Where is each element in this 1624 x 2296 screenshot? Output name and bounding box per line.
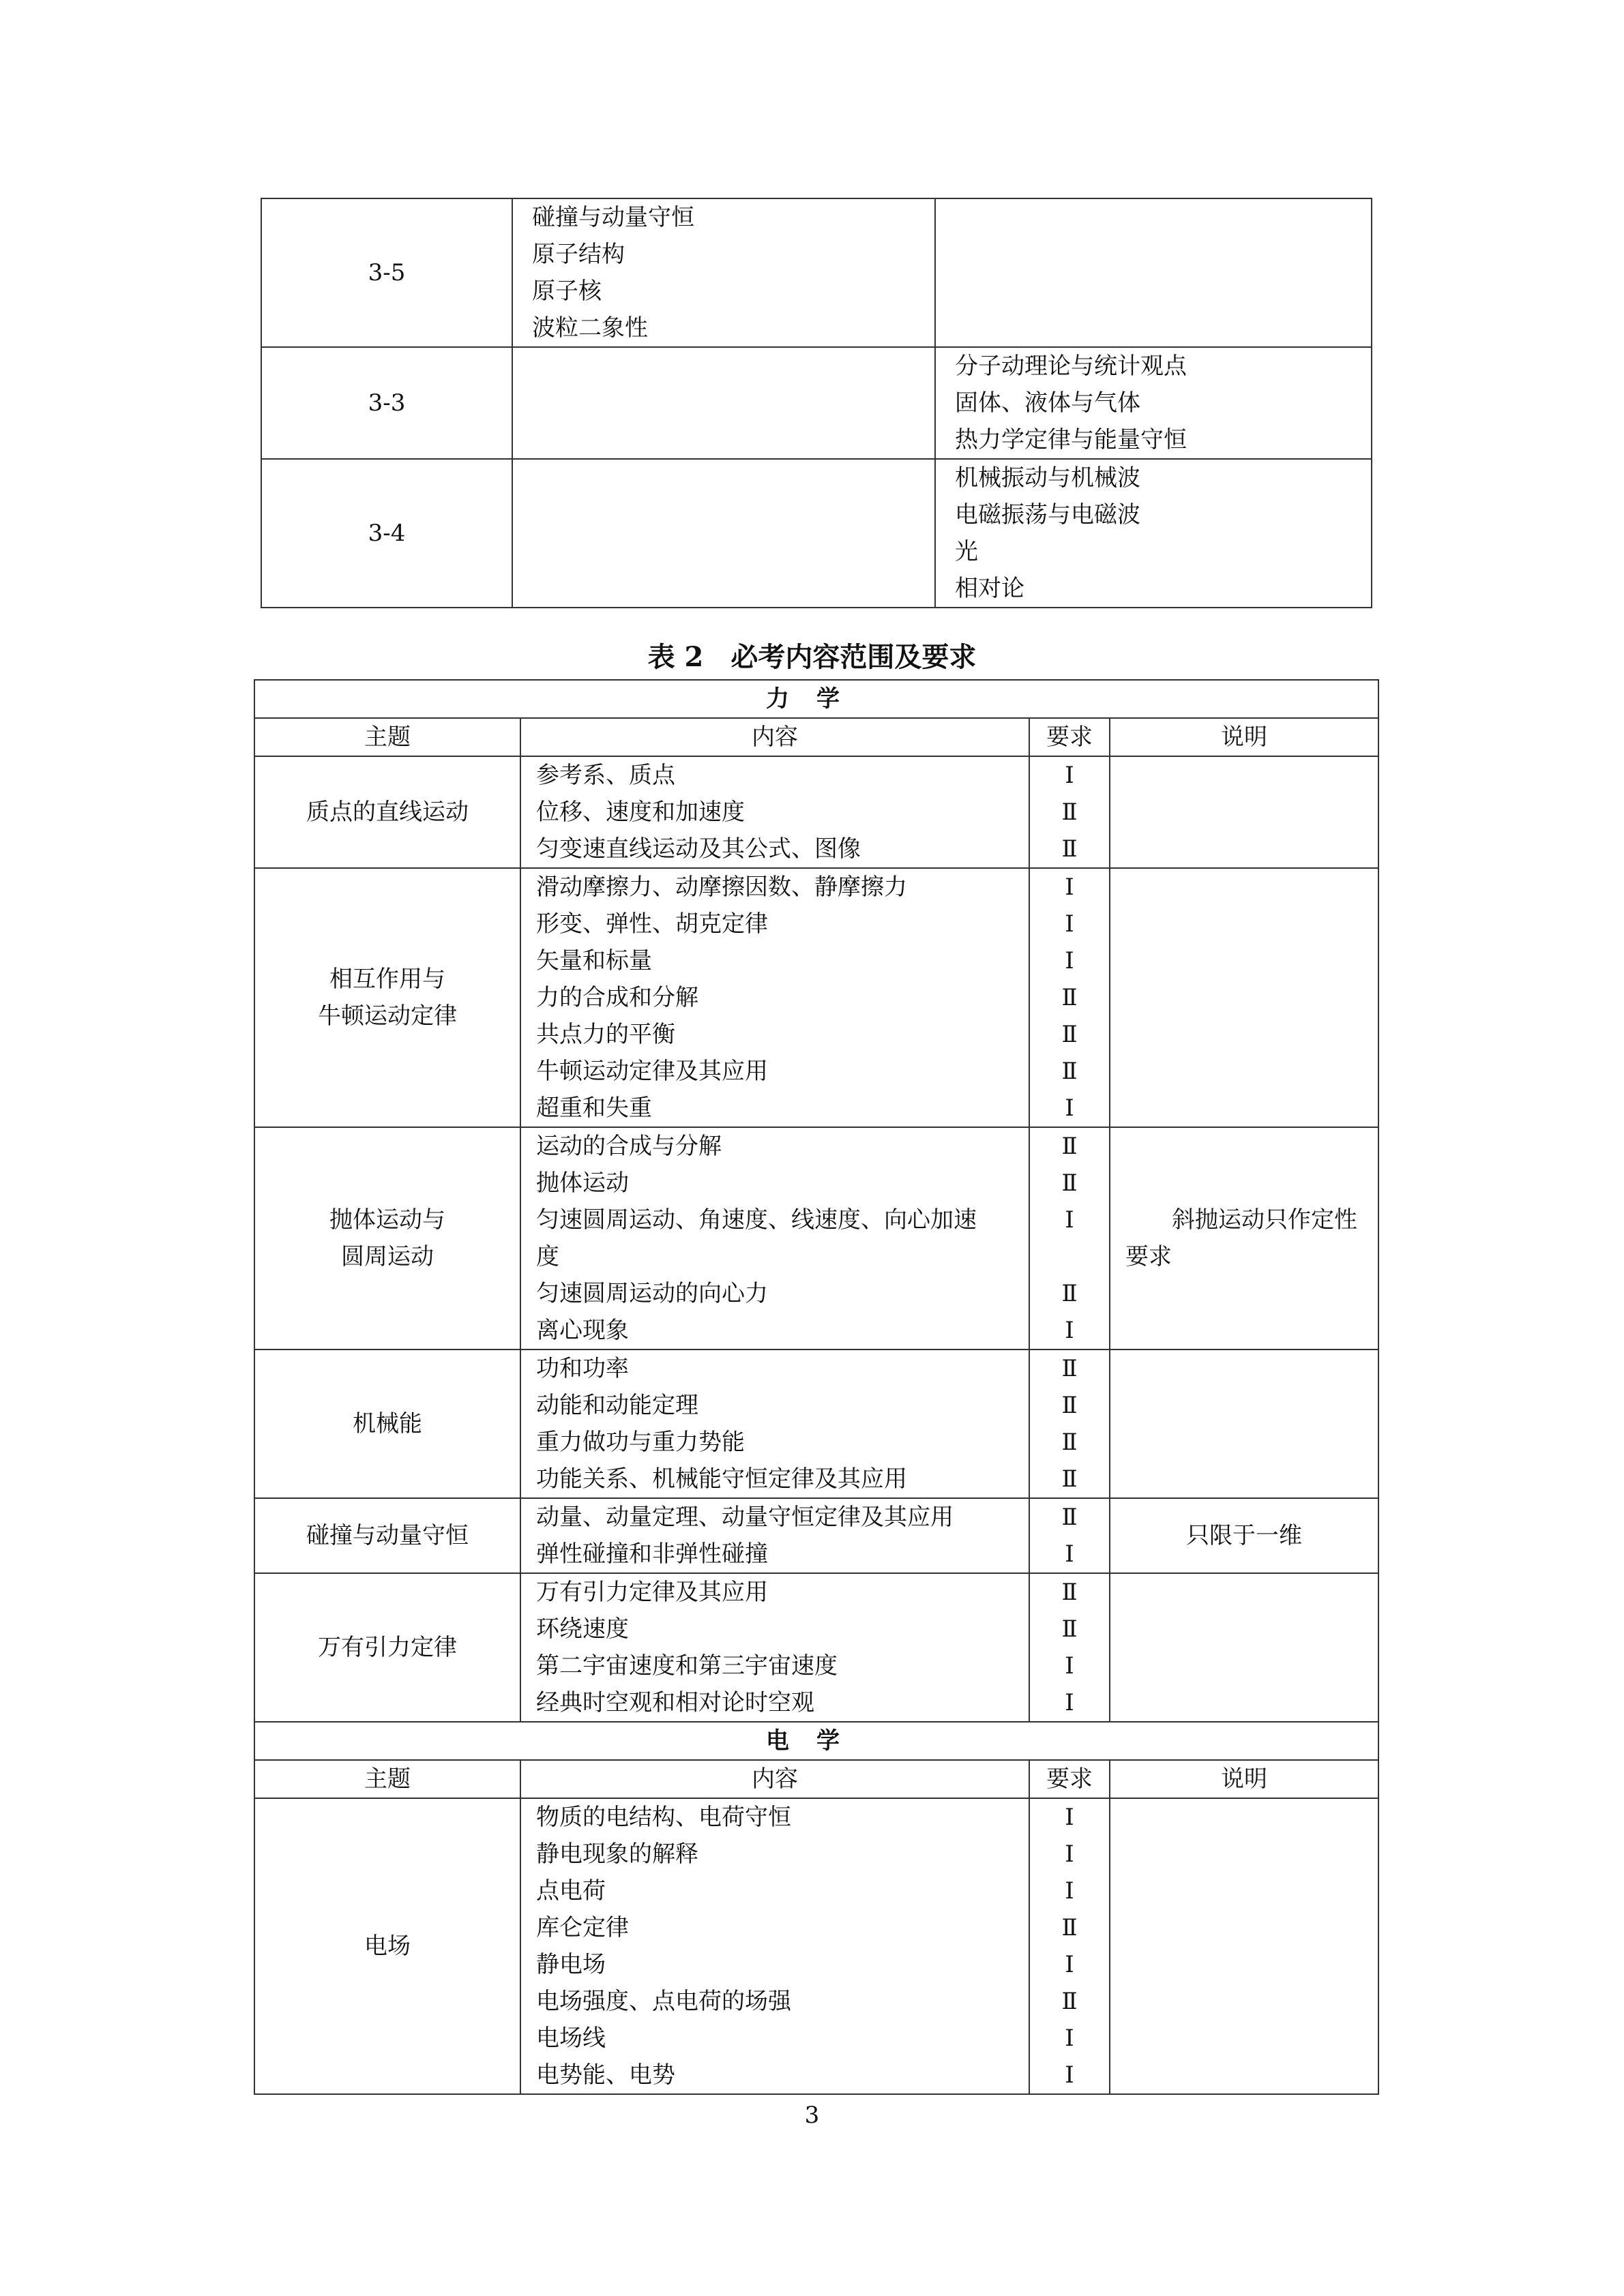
note-cell: [1110, 1798, 1378, 2094]
header-content: 内容: [520, 718, 1029, 756]
module-code: 3-3: [261, 347, 512, 459]
topic-line: 电磁振荡与电磁波: [955, 501, 1140, 528]
topic-line: 分子动理论与统计观点: [955, 353, 1187, 380]
requirement-level: Ⅰ: [1065, 2061, 1074, 2089]
module-topics-left: [512, 198, 935, 347]
topic-cell: [254, 1127, 520, 1350]
note-cell: [1110, 1127, 1378, 1350]
topic-line: 光: [955, 538, 978, 565]
requirement-cell: [1029, 1127, 1110, 1350]
content-item: 静电场: [536, 1951, 606, 1978]
requirement-level: Ⅰ: [1065, 1877, 1074, 1905]
requirement-level: Ⅱ: [1061, 835, 1078, 863]
content-cell: [520, 1498, 1029, 1573]
requirement-level: Ⅱ: [1061, 1914, 1078, 1941]
note-text: 斜抛运动只作定性要求: [1125, 1206, 1357, 1270]
content-item: 矢量和标量: [536, 947, 652, 974]
topic-row: [254, 1798, 1378, 2094]
requirement-level: Ⅱ: [1061, 1988, 1078, 2015]
requirement-level: Ⅱ: [1061, 1465, 1078, 1493]
header-req: 要求: [1029, 1760, 1110, 1798]
requirement-level: Ⅱ: [1061, 1429, 1078, 1456]
requirement-level: Ⅱ: [1061, 1280, 1078, 1307]
content-item: 运动的合成与分解: [536, 1133, 722, 1160]
requirement-level: Ⅱ: [1061, 1058, 1078, 1085]
topic-cell: [254, 756, 520, 868]
content-item: 点电荷: [536, 1877, 606, 1905]
topic-line: 热力学定律与能量守恒: [955, 426, 1187, 453]
content-item: 弹性碰撞和非弹性碰撞: [536, 1540, 768, 1568]
header-topic: 主题: [254, 1760, 520, 1798]
requirement-level: [1030, 1238, 1109, 1275]
content-item: 动量、动量定理、动量守恒定律及其应用: [536, 1504, 954, 1531]
requirement-level: Ⅰ: [1065, 1652, 1074, 1680]
topic-row: [254, 756, 1378, 868]
module-topics-left: [512, 347, 935, 459]
requirement-level: Ⅱ: [1061, 1579, 1078, 1606]
content-item: 电势能、电势: [536, 2061, 675, 2089]
requirement-level: Ⅱ: [1061, 1355, 1078, 1382]
content-item: 环绕速度: [536, 1615, 629, 1643]
requirement-cell: [1029, 868, 1110, 1127]
header-row: [254, 1760, 1378, 1798]
content-cell: [520, 1350, 1029, 1498]
note-cell: [1110, 868, 1378, 1127]
module-topics-right: [935, 459, 1372, 608]
content-item: 位移、速度和加速度: [536, 799, 745, 826]
requirement-level: Ⅰ: [1065, 1951, 1074, 1978]
content-cell: [520, 1127, 1029, 1350]
topic-row: [254, 1350, 1378, 1498]
section-row: [254, 680, 1378, 718]
content-cell: [520, 868, 1029, 1127]
requirement-level: Ⅰ: [1065, 1540, 1074, 1568]
requirement-level: Ⅱ: [1061, 799, 1078, 826]
content-item: 度: [536, 1243, 559, 1270]
requirement-level: Ⅰ: [1065, 1317, 1074, 1344]
requirement-level: Ⅱ: [1061, 1021, 1078, 1048]
header-note: 说明: [1110, 1760, 1378, 1798]
topic-cell: [254, 1498, 520, 1573]
requirement-cell: [1029, 1498, 1110, 1573]
requirement-level: Ⅱ: [1061, 1133, 1078, 1160]
section-title: 力学: [254, 680, 1378, 718]
module-topics-left: [512, 459, 935, 608]
topic-row: [254, 1573, 1378, 1722]
content-item: 参考系、质点: [536, 762, 675, 789]
content-item: 滑动摩擦力、动摩擦因数、静摩擦力: [536, 874, 907, 901]
content-item: 经典时空观和相对论时空观: [536, 1689, 814, 1716]
module-row: [261, 198, 1372, 347]
content-item: 静电现象的解释: [536, 1840, 698, 1868]
content-item: 功和功率: [536, 1355, 629, 1382]
module-row: [261, 347, 1372, 459]
module-row: [261, 459, 1372, 608]
content-cell: [520, 756, 1029, 868]
header-req: 要求: [1029, 718, 1110, 756]
content-item: 物质的电结构、电荷守恒: [536, 1804, 791, 1831]
topic-cell: [254, 1573, 520, 1722]
topic-line: 碰撞与动量守恒: [532, 204, 694, 231]
module-table: [261, 198, 1372, 608]
topic-name: 万有引力定律: [318, 1634, 457, 1661]
module-code: 3-5: [261, 198, 512, 347]
requirement-level: Ⅱ: [1061, 984, 1078, 1011]
requirement-level: Ⅰ: [1065, 762, 1074, 789]
content-item: 超重和失重: [536, 1094, 652, 1122]
requirement-level: Ⅰ: [1065, 947, 1074, 974]
topic-name: 机械能: [353, 1410, 422, 1437]
topic-name: 碰撞与动量守恒: [306, 1522, 469, 1549]
content-item: 库仑定律: [536, 1914, 629, 1941]
requirement-level: Ⅱ: [1061, 1392, 1078, 1419]
topic-line: 固体、液体与气体: [955, 389, 1140, 417]
requirement-level: Ⅰ: [1065, 874, 1074, 901]
requirements-table: [254, 679, 1379, 2095]
content-item: 抛体运动: [536, 1169, 629, 1197]
requirement-level: Ⅰ: [1065, 1206, 1074, 1234]
requirement-level: Ⅰ: [1065, 1689, 1074, 1716]
requirement-level: Ⅱ: [1061, 1169, 1078, 1197]
content-item: 离心现象: [536, 1317, 629, 1344]
content-cell: [520, 1798, 1029, 2094]
content-item: 电场线: [536, 2025, 606, 2052]
header-row: [254, 718, 1378, 756]
module-code: 3-4: [261, 459, 512, 608]
requirement-level: Ⅱ: [1061, 1615, 1078, 1643]
topic-row: [254, 868, 1378, 1127]
module-topics-right: [935, 198, 1372, 347]
requirement-level: Ⅱ: [1061, 1504, 1078, 1531]
note-cell: [1110, 1350, 1378, 1498]
note-cell: [1110, 1498, 1378, 1573]
note-text: 只限于一维: [1186, 1522, 1302, 1549]
content-item: 电场强度、点电荷的场强: [536, 1988, 791, 2015]
table-caption: 表 2 必考内容范围及要求: [647, 641, 977, 673]
content-item: 力的合成和分解: [536, 984, 698, 1011]
requirement-level: Ⅰ: [1065, 910, 1074, 938]
content-item: 第二宇宙速度和第三宇宙速度: [536, 1652, 838, 1680]
requirement-level: Ⅰ: [1065, 1840, 1074, 1868]
content-cell: [520, 1573, 1029, 1722]
topic-cell: [254, 1798, 520, 2094]
header-note: 说明: [1110, 718, 1378, 756]
note-cell: [1110, 756, 1378, 868]
content-item: 形变、弹性、胡克定律: [536, 910, 768, 938]
section-row: [254, 1722, 1378, 1760]
note-cell: [1110, 1573, 1378, 1722]
topic-line: 波粒二象性: [532, 314, 648, 342]
header-topic: 主题: [254, 718, 520, 756]
topic-line: 原子结构: [532, 241, 625, 268]
requirement-cell: [1029, 756, 1110, 868]
content-item: 万有引力定律及其应用: [536, 1579, 768, 1606]
topic-line: 原子核: [532, 278, 602, 305]
page-number: 3: [804, 2102, 820, 2129]
topic-cell: [254, 868, 520, 1127]
content-item: 匀速圆周运动、角速度、线速度、向心加速: [536, 1206, 977, 1234]
content-item: 匀变速直线运动及其公式、图像: [536, 835, 861, 863]
requirement-level: Ⅰ: [1065, 1804, 1074, 1831]
topic-name: 相互作用与 牛顿运动定律: [318, 966, 457, 1030]
requirement-cell: [1029, 1350, 1110, 1498]
topic-name: 质点的直线运动: [306, 799, 469, 826]
requirement-level: Ⅰ: [1065, 2025, 1074, 2052]
requirement-cell: [1029, 1573, 1110, 1722]
content-item: 牛顿运动定律及其应用: [536, 1058, 768, 1085]
content-item: 匀速圆周运动的向心力: [536, 1280, 768, 1307]
requirement-level: Ⅰ: [1065, 1094, 1074, 1122]
topic-name: 电场: [364, 1933, 411, 1960]
requirement-cell: [1029, 1798, 1110, 2094]
topic-name: 抛体运动与 圆周运动: [329, 1206, 445, 1270]
topic-row: [254, 1127, 1378, 1350]
topic-line: 机械振动与机械波: [955, 464, 1140, 492]
content-item: 功能关系、机械能守恒定律及其应用: [536, 1465, 907, 1493]
topic-line: 相对论: [955, 575, 1024, 602]
topic-cell: [254, 1350, 520, 1498]
section-title: 电学: [254, 1722, 1378, 1760]
header-content: 内容: [520, 1760, 1029, 1798]
content-item: 动能和动能定理: [536, 1392, 698, 1419]
content-item: 重力做功与重力势能: [536, 1429, 745, 1456]
topic-row: [254, 1498, 1378, 1573]
module-topics-right: [935, 347, 1372, 459]
content-item: 共点力的平衡: [536, 1021, 675, 1048]
